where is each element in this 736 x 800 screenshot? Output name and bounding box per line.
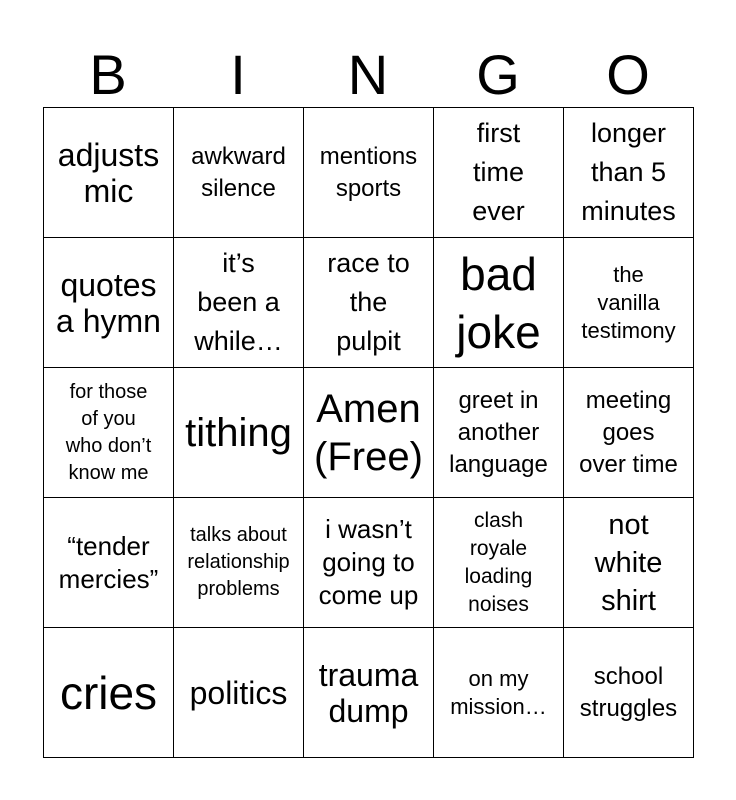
header-letter-g: G: [476, 43, 520, 106]
bingo-cell[interactable]: [44, 498, 174, 628]
cell-label: “tender mercies”: [58, 530, 159, 594]
bingo-cell[interactable]: [174, 238, 304, 368]
cell-label: not white shirt: [594, 508, 663, 617]
cell-label: mentions sports: [319, 142, 418, 202]
bingo-cell[interactable]: [434, 108, 564, 238]
cell-label: the vanilla testimony: [581, 261, 676, 343]
bingo-cell[interactable]: [304, 628, 434, 758]
header-letter-o: O: [606, 43, 650, 106]
bingo-cell[interactable]: [564, 238, 694, 368]
cell-label: greet in another language: [449, 386, 548, 478]
cell-label: awkward silence: [191, 142, 286, 202]
cell-label: it’s been a while…: [194, 248, 283, 356]
cell-label: school struggles: [579, 662, 678, 722]
cell-label: clash royale loading noises: [464, 508, 533, 616]
bingo-cell[interactable]: [434, 368, 564, 498]
cell-label: Amen (Free): [314, 386, 423, 479]
header-letter-b: B: [89, 43, 127, 106]
cell-label: cries: [59, 666, 158, 719]
bingo-header: [43, 42, 693, 108]
bingo-cell[interactable]: [564, 498, 694, 628]
cell-label: politics: [189, 674, 288, 711]
bingo-cell[interactable]: [44, 628, 174, 758]
bingo-cell[interactable]: [564, 368, 694, 498]
bingo-cell[interactable]: [304, 368, 434, 498]
bingo-cell[interactable]: [564, 628, 694, 758]
cell-label: bad joke: [456, 247, 541, 358]
bingo-grid: [43, 107, 694, 758]
cell-label: trauma dump: [318, 656, 419, 729]
cell-label: i wasn’t going to come up: [318, 514, 419, 610]
header-letter-i: I: [230, 43, 246, 106]
bingo-cell[interactable]: [174, 498, 304, 628]
bingo-cell[interactable]: [174, 628, 304, 758]
bingo-cell[interactable]: [44, 368, 174, 498]
bingo-cell[interactable]: [304, 238, 434, 368]
cell-label: longer than 5 minutes: [581, 118, 676, 226]
cell-label: on my mission…: [450, 665, 547, 719]
bingo-cell[interactable]: [44, 108, 174, 238]
bingo-cell[interactable]: [44, 238, 174, 368]
cell-label: tithing: [185, 410, 292, 455]
cell-label: meeting goes over time: [579, 386, 678, 478]
cell-label: race to the pulpit: [327, 248, 410, 356]
header-letter-n: N: [347, 43, 389, 106]
cell-label: adjusts mic: [57, 136, 160, 209]
bingo-cell[interactable]: [564, 108, 694, 238]
bingo-cell[interactable]: [434, 498, 564, 628]
bingo-cell[interactable]: [174, 108, 304, 238]
cell-label: first time ever: [472, 118, 525, 226]
bingo-cell[interactable]: [174, 368, 304, 498]
bingo-cell[interactable]: [304, 498, 434, 628]
cell-label: quotes a hymn: [56, 266, 161, 339]
bingo-cell[interactable]: [434, 628, 564, 758]
cell-label: for those of you who don’t know me: [65, 380, 152, 484]
cell-label: talks about relationship problems: [187, 524, 290, 600]
bingo-cell[interactable]: [304, 108, 434, 238]
bingo-cell[interactable]: [434, 238, 564, 368]
